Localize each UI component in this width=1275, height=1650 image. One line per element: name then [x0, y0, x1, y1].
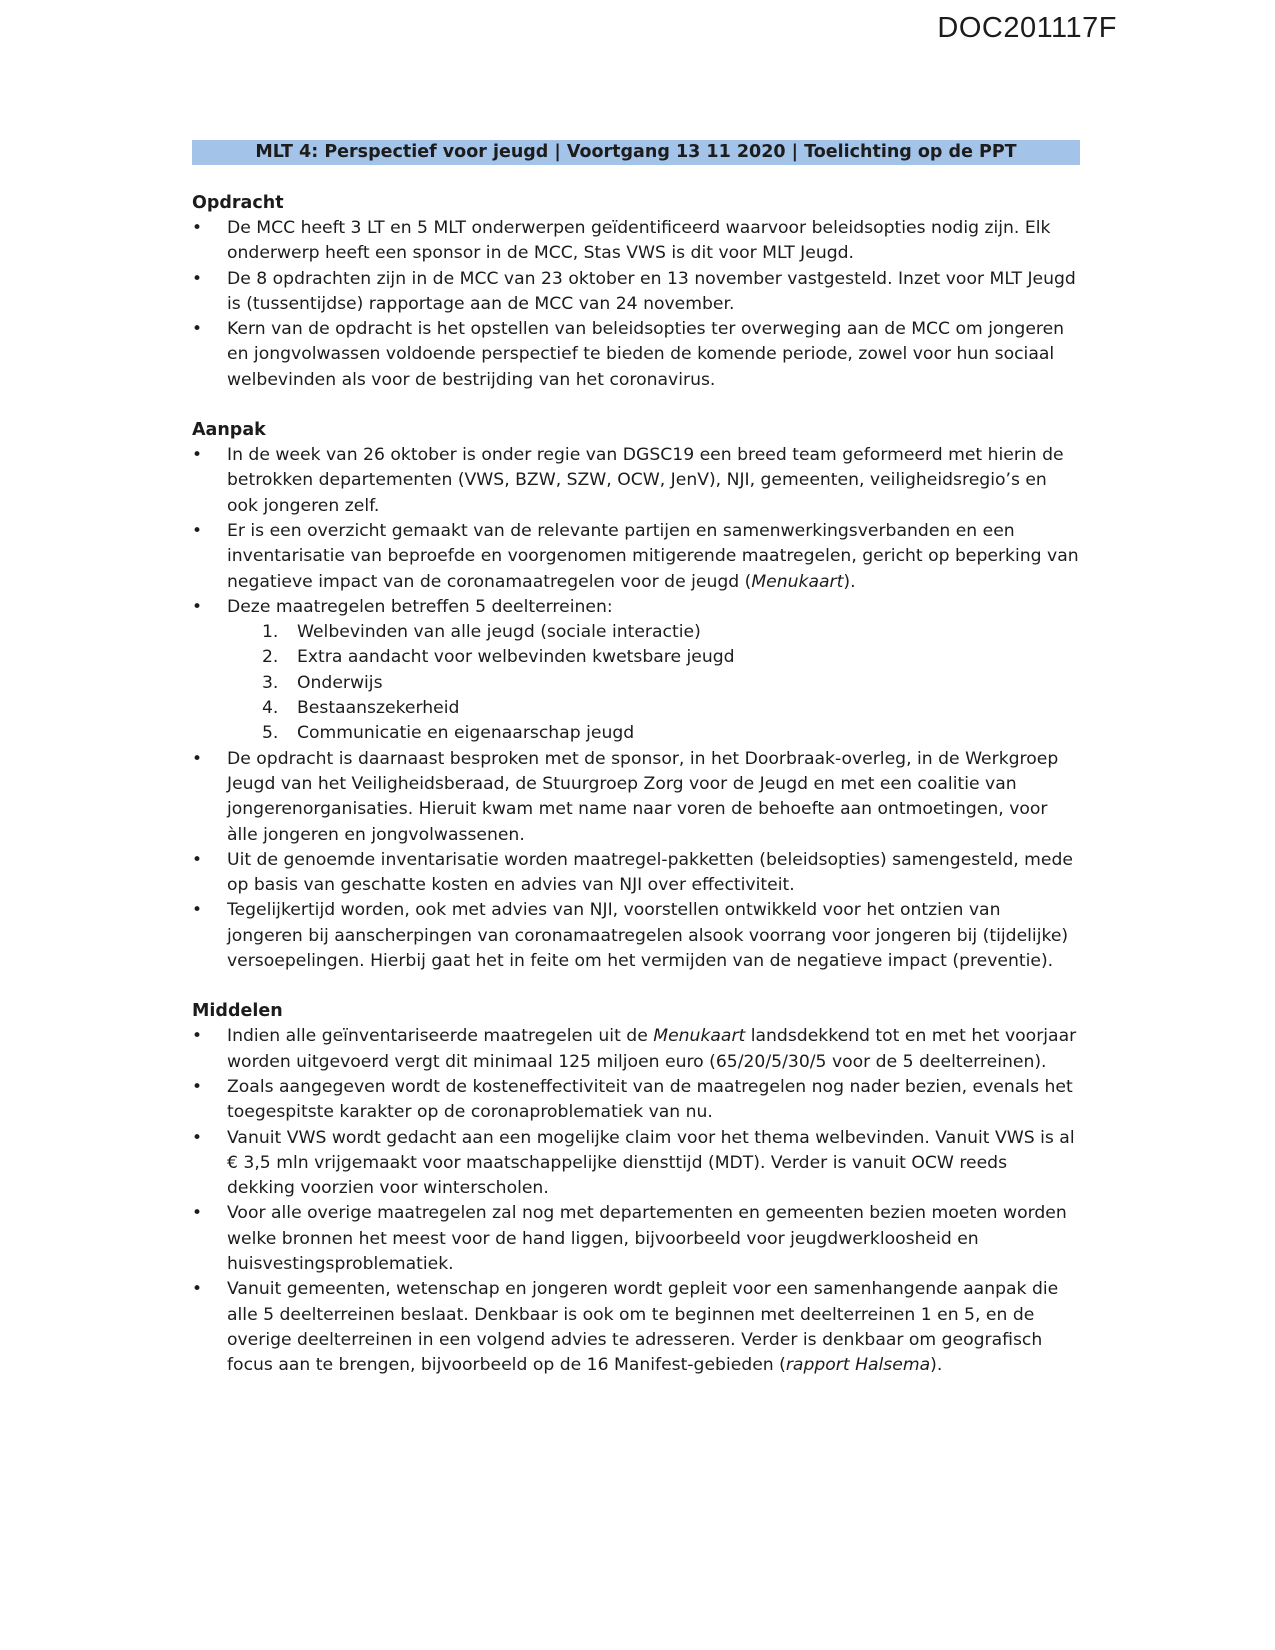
list-item-text: ). — [930, 1355, 943, 1376]
bullet-icon: • — [192, 520, 203, 541]
list-item — [192, 216, 1080, 267]
list-item — [192, 848, 1080, 899]
numbered-item — [227, 645, 1080, 670]
bullet-list — [192, 1024, 1080, 1378]
bullet-icon: • — [192, 445, 203, 466]
list-item — [192, 1024, 1080, 1075]
section-middelen — [192, 999, 1080, 1378]
bullet-icon: • — [192, 1127, 203, 1148]
section-opdracht — [192, 191, 1080, 393]
list-item — [192, 747, 1080, 848]
list-item — [192, 317, 1080, 393]
list-item — [192, 1126, 1080, 1202]
section-heading: Middelen — [192, 1001, 283, 1022]
bullet-icon: • — [192, 1203, 203, 1224]
item-number: 3. — [262, 672, 279, 693]
bullet-icon: • — [192, 268, 203, 289]
menukaart-reference: Menukaart — [751, 571, 844, 592]
list-item — [192, 519, 1080, 595]
list-item-text: Deze maatregelen betreffen 5 deelterreinen: — [227, 596, 613, 617]
list-item-text: De opdracht is daarnaast besproken met de sponsor, in het Doorbraak-overleg, in de Werkgroep Jeugd van het Veiligheidsberaad, de Stuurgroep Zorg voor de Jeugd en met een coalitie van jongerenorganisaties. Hieruit kwam met name naar voren de behoefte aan ontmoetingen, voor àlle jongeren en jongvolwassenen. — [227, 748, 1059, 845]
list-item — [192, 595, 1080, 747]
list-item-text: Zoals aangegeven wordt de kosteneffectiviteit van de maatregelen nog nader bezien, evenals het toegespitste karakter op de coronaproblematiek van nu. — [227, 1076, 1073, 1123]
list-item — [192, 443, 1080, 519]
numbered-item — [227, 721, 1080, 746]
numbered-item-text: Onderwijs — [297, 672, 383, 693]
item-number: 5. — [262, 723, 279, 744]
bullet-icon: • — [192, 596, 203, 617]
bullet-icon: • — [192, 748, 203, 769]
numbered-item — [227, 620, 1080, 645]
list-item — [192, 898, 1080, 974]
bullet-icon: • — [192, 1279, 203, 1300]
bullet-icon: • — [192, 319, 203, 340]
list-item-text: Voor alle overige maatregelen zal nog met departementen en gemeenten bezien moeten worden welke bronnen het meest voor de hand liggen, bijvoorbeeld voor jeugdwerkloosheid en huisvestingsproblematiek. — [227, 1203, 1067, 1274]
list-item-text: Er is een overzicht gemaakt van de relevante partijen en samenwerkingsverbanden en een inventarisatie van beproefde en voorgenomen mitigerende maatregelen, gericht op beperking van negatieve impact van de coronamaatregelen voor de jeugd ( — [227, 520, 1079, 592]
item-number: 1. — [262, 622, 279, 643]
list-item — [192, 1075, 1080, 1126]
list-item — [192, 1277, 1080, 1378]
deelterreinen-list — [227, 620, 1080, 746]
list-item — [192, 267, 1080, 318]
list-item-text: Indien alle geïnventariseerde maatregelen uit de — [227, 1026, 654, 1047]
list-item-text: Uit de genoemde inventarisatie worden maatregel-pakketten (beleidsopties) samengesteld, mede op basis van geschatte kosten en advies van NJI over effectiviteit. — [227, 849, 1073, 896]
bullet-list — [192, 443, 1080, 974]
list-item-text: Vanuit VWS wordt gedacht aan een mogelijke claim voor het thema welbevinden. Vanuit VWS is al € 3,5 mln vrijgemaakt voor maatschappelijke diensttijd (MDT). Verder is vanuit OCW reeds dekking voorzien voor winterscholen. — [227, 1127, 1075, 1199]
numbered-item — [227, 696, 1080, 721]
bullet-icon: • — [192, 900, 203, 921]
item-number: 2. — [262, 647, 279, 668]
list-item-text: Kern van de opdracht is het opstellen van beleidsopties ter overweging aan de MCC om jongeren en jongvolwassen voldoende perspectief te bieden de komende periode, zowel voor hun sociaal welbevinden als voor de bestrijding van het coronavirus. — [227, 319, 1065, 390]
list-item-text: De 8 opdrachten zijn in de MCC van 23 oktober en 13 november vastgesteld. Inzet voor MLT Jeugd is (tussentijdse) rapportage aan de MCC van 24 november. — [227, 268, 1076, 314]
list-item-text: In de week van 26 oktober is onder regie van DGSC19 een breed team geformeerd met hierin de betrokken departementen (VWS, BZW, SZW, OCW, JenV), NJI, gemeenten, veiligheidsregio’s en ook jongeren zelf. — [227, 445, 1064, 516]
list-item-text: landsdekkend tot en met het voorjaar worden uitgevoerd vergt dit minimaal 125 miljoen euro (65/20/5/30/5 voor de 5 deelterreinen). — [227, 1026, 1077, 1072]
list-item-text: Vanuit gemeenten, wetenschap en jongeren wordt gepleit voor een samenhangende aanpak die alle 5 deelterreinen beslaat. Denkbaar is ook om te beginnen met deelterreinen 1 en 5, en de overige deelterreinen in een volgend advies te adresseren. Verder is denkbaar om geografisch focus aan te brengen, bijvoorbeeld op de 16 Manifest-gebieden ( — [227, 1279, 1059, 1376]
bullet-icon: • — [192, 849, 203, 870]
section-heading: Opdracht — [192, 193, 284, 213]
numbered-item-text: Bestaanszekerheid — [297, 698, 460, 719]
list-item — [192, 1201, 1080, 1277]
list-item-text: ). — [843, 571, 856, 592]
bullet-list — [192, 216, 1080, 393]
bullet-icon: • — [192, 1076, 203, 1097]
numbered-item-text: Extra aandacht voor welbevinden kwetsbare jeugd — [297, 647, 735, 668]
bullet-icon: • — [192, 218, 203, 238]
item-number: 4. — [262, 698, 279, 719]
list-item-text: De MCC heeft 3 LT en 5 MLT onderwerpen geïdentificeerd waarvoor beleidsopties nodig zijn. Elk onderwerp heeft een sponsor in de MCC, Stas VWS is dit voor MLT Jeugd. — [227, 218, 1051, 264]
section-aanpak — [192, 418, 1080, 974]
halsema-reference: rapport Halsema — [785, 1355, 931, 1376]
numbered-item-text: Communicatie en eigenaarschap jeugd — [297, 723, 635, 744]
bullet-icon: • — [192, 1026, 203, 1047]
numbered-item-text: Welbevinden van alle jeugd (sociale interactie) — [297, 622, 701, 643]
section-heading: Aanpak — [192, 420, 266, 441]
numbered-item — [227, 671, 1080, 696]
list-item-text: Tegelijkertijd worden, ook met advies van NJI, voorstellen ontwikkeld voor het ontzien van jongeren bij aanscherpingen van coronamaatregelen alsook voorrang voor jongeren bij (tijdelijke) versoepelingen. Hierbij gaat het in feite om het vermijden van de negatieve impact (preventie). — [227, 900, 1069, 972]
menukaart-reference: Menukaart — [653, 1026, 746, 1047]
document-title: MLT 4: Perspectief voor jeugd | Voortgang 13 11 2020 | Toelichting op de PPT — [192, 140, 1080, 165]
document-id: DOC201117F — [937, 12, 1117, 44]
document-body — [192, 140, 1080, 1403]
